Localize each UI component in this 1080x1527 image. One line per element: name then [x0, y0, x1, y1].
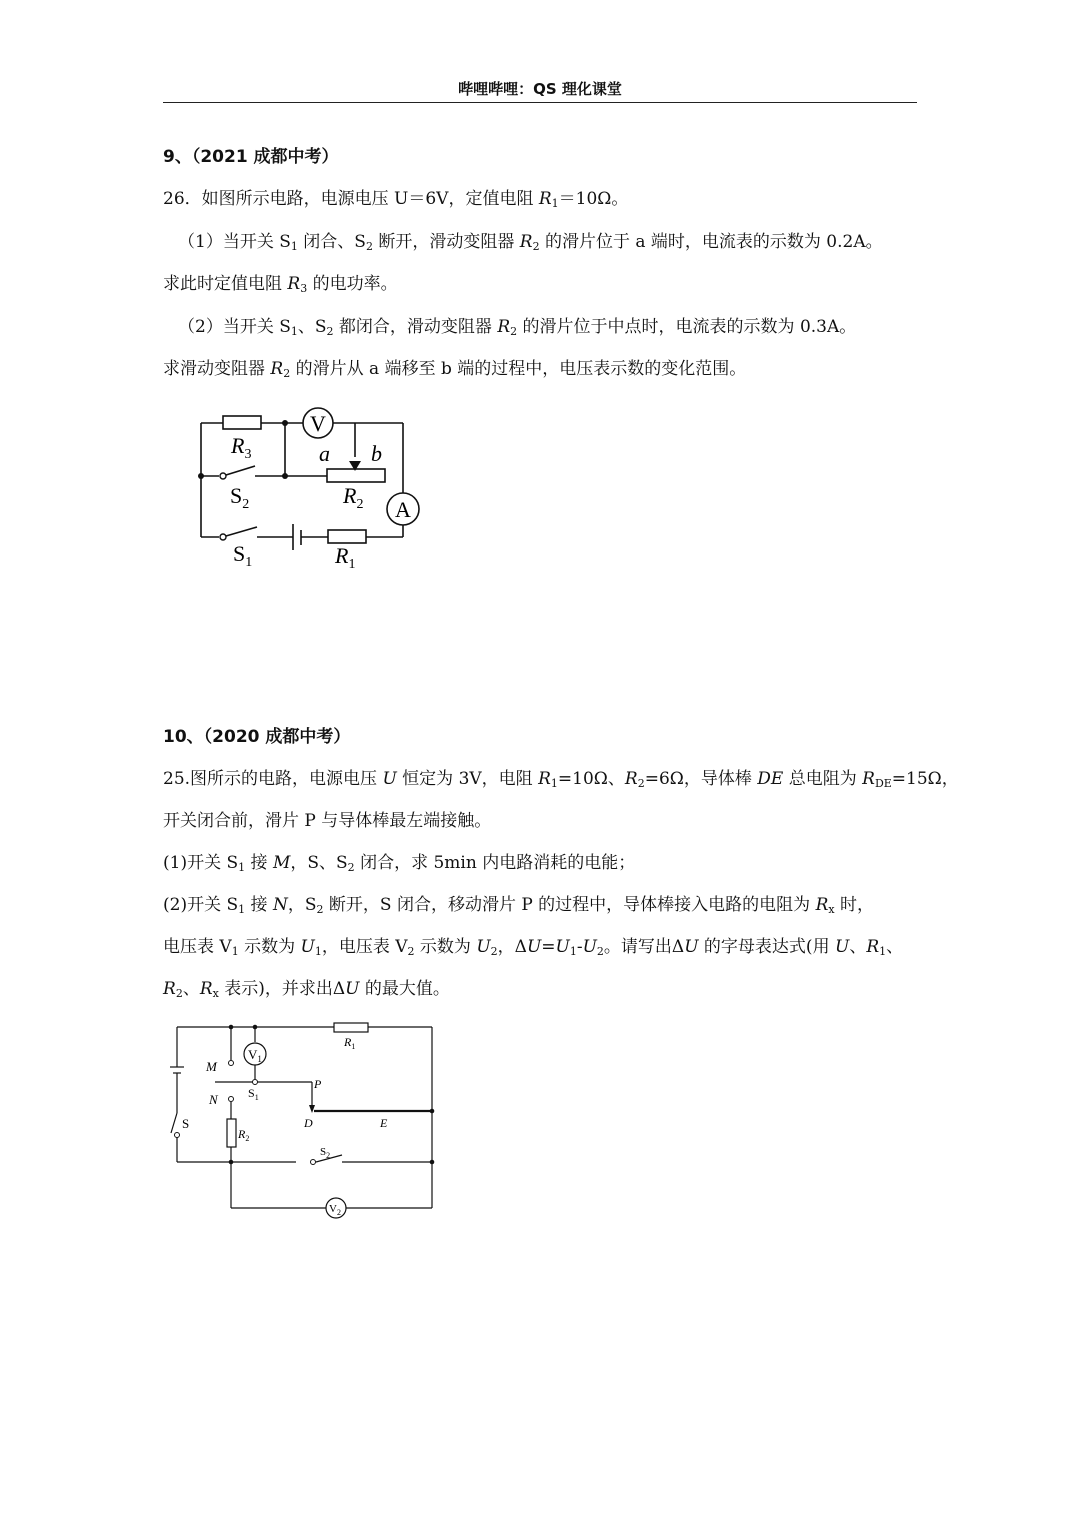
- q10-line-1: 25.图所示的电路，电源电压 U 恒定为 3V，电阻 $R_1=10\Omega$、$R_2=6\Omega$，导体棒 DE 总电阻为 $R_{DE}=15\Omega$，: [163, 769, 959, 790]
- q10-line-4: (2)开关 $S_1$ 接 N，$S_2$ 断开，S 闭合，移动滑片 P 的过程中，导体棒接入电路的电阻为 $R_x$ 时，: [163, 895, 875, 916]
- header-divider: [163, 102, 917, 103]
- label-s2: $S_2$: [320, 1146, 331, 1160]
- q10-heading: 10、（2020 成都中考）: [163, 727, 351, 747]
- q9-line-1: 26．如图所示电路，电源电压 U＝6V，定值电阻 $R_1=10\Omega$。: [163, 189, 629, 210]
- q9-line-5: 求滑动变阻器 $R_2$ 的滑片从 a 端移至 b 端的过程中，电压表示数的变化范围。: [163, 359, 747, 380]
- switch-s1: [226, 527, 257, 536]
- q10-line-2: 开关闭合前，滑片 P 与导体棒最左端接触。: [163, 811, 492, 831]
- label-s2: $S_2$: [230, 483, 250, 512]
- label-v1: $V_1$: [248, 1047, 262, 1064]
- q10-line-5: 电压表 $V_1$ 示数为 $U_1$，电压表 $V_2$ 示数为 $U_2$，$\Delta U=U_1-U_2$。请写出ΔU 的字母表达式(用 U、$R_1$、: [163, 937, 904, 958]
- voltmeter-label: V: [310, 411, 326, 436]
- label-r3: $R_3$: [231, 433, 252, 462]
- label-s1: $S_1$: [233, 541, 253, 570]
- resistor-r3: [223, 416, 261, 429]
- label-r1: $R_1$: [335, 543, 356, 572]
- label-n: N: [209, 1092, 218, 1107]
- ammeter-label: A: [395, 497, 411, 522]
- label-b: b: [371, 441, 382, 466]
- label-r1: $R_1$: [344, 1035, 356, 1051]
- switch-s2: [226, 466, 255, 475]
- page-header: 哔哩哔哩：QS 理化课堂: [458, 80, 622, 98]
- q9-circuit-diagram: [185, 395, 435, 580]
- label-p: P: [314, 1077, 322, 1091]
- resistor-r1: [334, 1023, 368, 1032]
- switch-s: [171, 1113, 177, 1133]
- label-r2: $R_2$: [238, 1127, 250, 1143]
- q10-line-6: $R_2$、$R_x$ 表示)，并求出ΔU 的最大值。: [163, 979, 450, 1000]
- label-v2: $V_2$: [329, 1203, 341, 1217]
- q9-line-2: （1）当开关 $S_1$ 闭合、$S_2$ 断开，滑动变阻器 $R_2$ 的滑片位于 a 端时，电流表的示数为 0.2A。: [178, 232, 883, 253]
- label-d: D: [304, 1116, 313, 1130]
- label-r2: $R_2$: [343, 483, 364, 512]
- q9-heading: 9、（2021 成都中考）: [163, 147, 339, 167]
- label-s1: $S_1$: [248, 1086, 259, 1102]
- label-m: M: [206, 1059, 217, 1074]
- resistor-r1: [328, 530, 366, 543]
- label-a: a: [319, 441, 330, 466]
- label-e: E: [380, 1116, 388, 1130]
- q9-line-3: 求此时定值电阻 $R_3$ 的电功率。: [163, 274, 398, 295]
- resistor-r2: [227, 1119, 236, 1147]
- q9-line-4: （2）当开关 $S_1$、$S_2$ 都闭合，滑动变阻器 $R_2$ 的滑片位于中点时，电流表的示数为 0.3A。: [178, 317, 857, 338]
- label-s: S: [182, 1116, 190, 1131]
- q10-line-3: (1)开关 $S_1$ 接 M，S、$S_2$ 闭合，求 5min 内电路消耗的电能；: [163, 853, 636, 874]
- rheostat-r2: [327, 469, 385, 482]
- q10-circuit-diagram: [160, 1015, 450, 1220]
